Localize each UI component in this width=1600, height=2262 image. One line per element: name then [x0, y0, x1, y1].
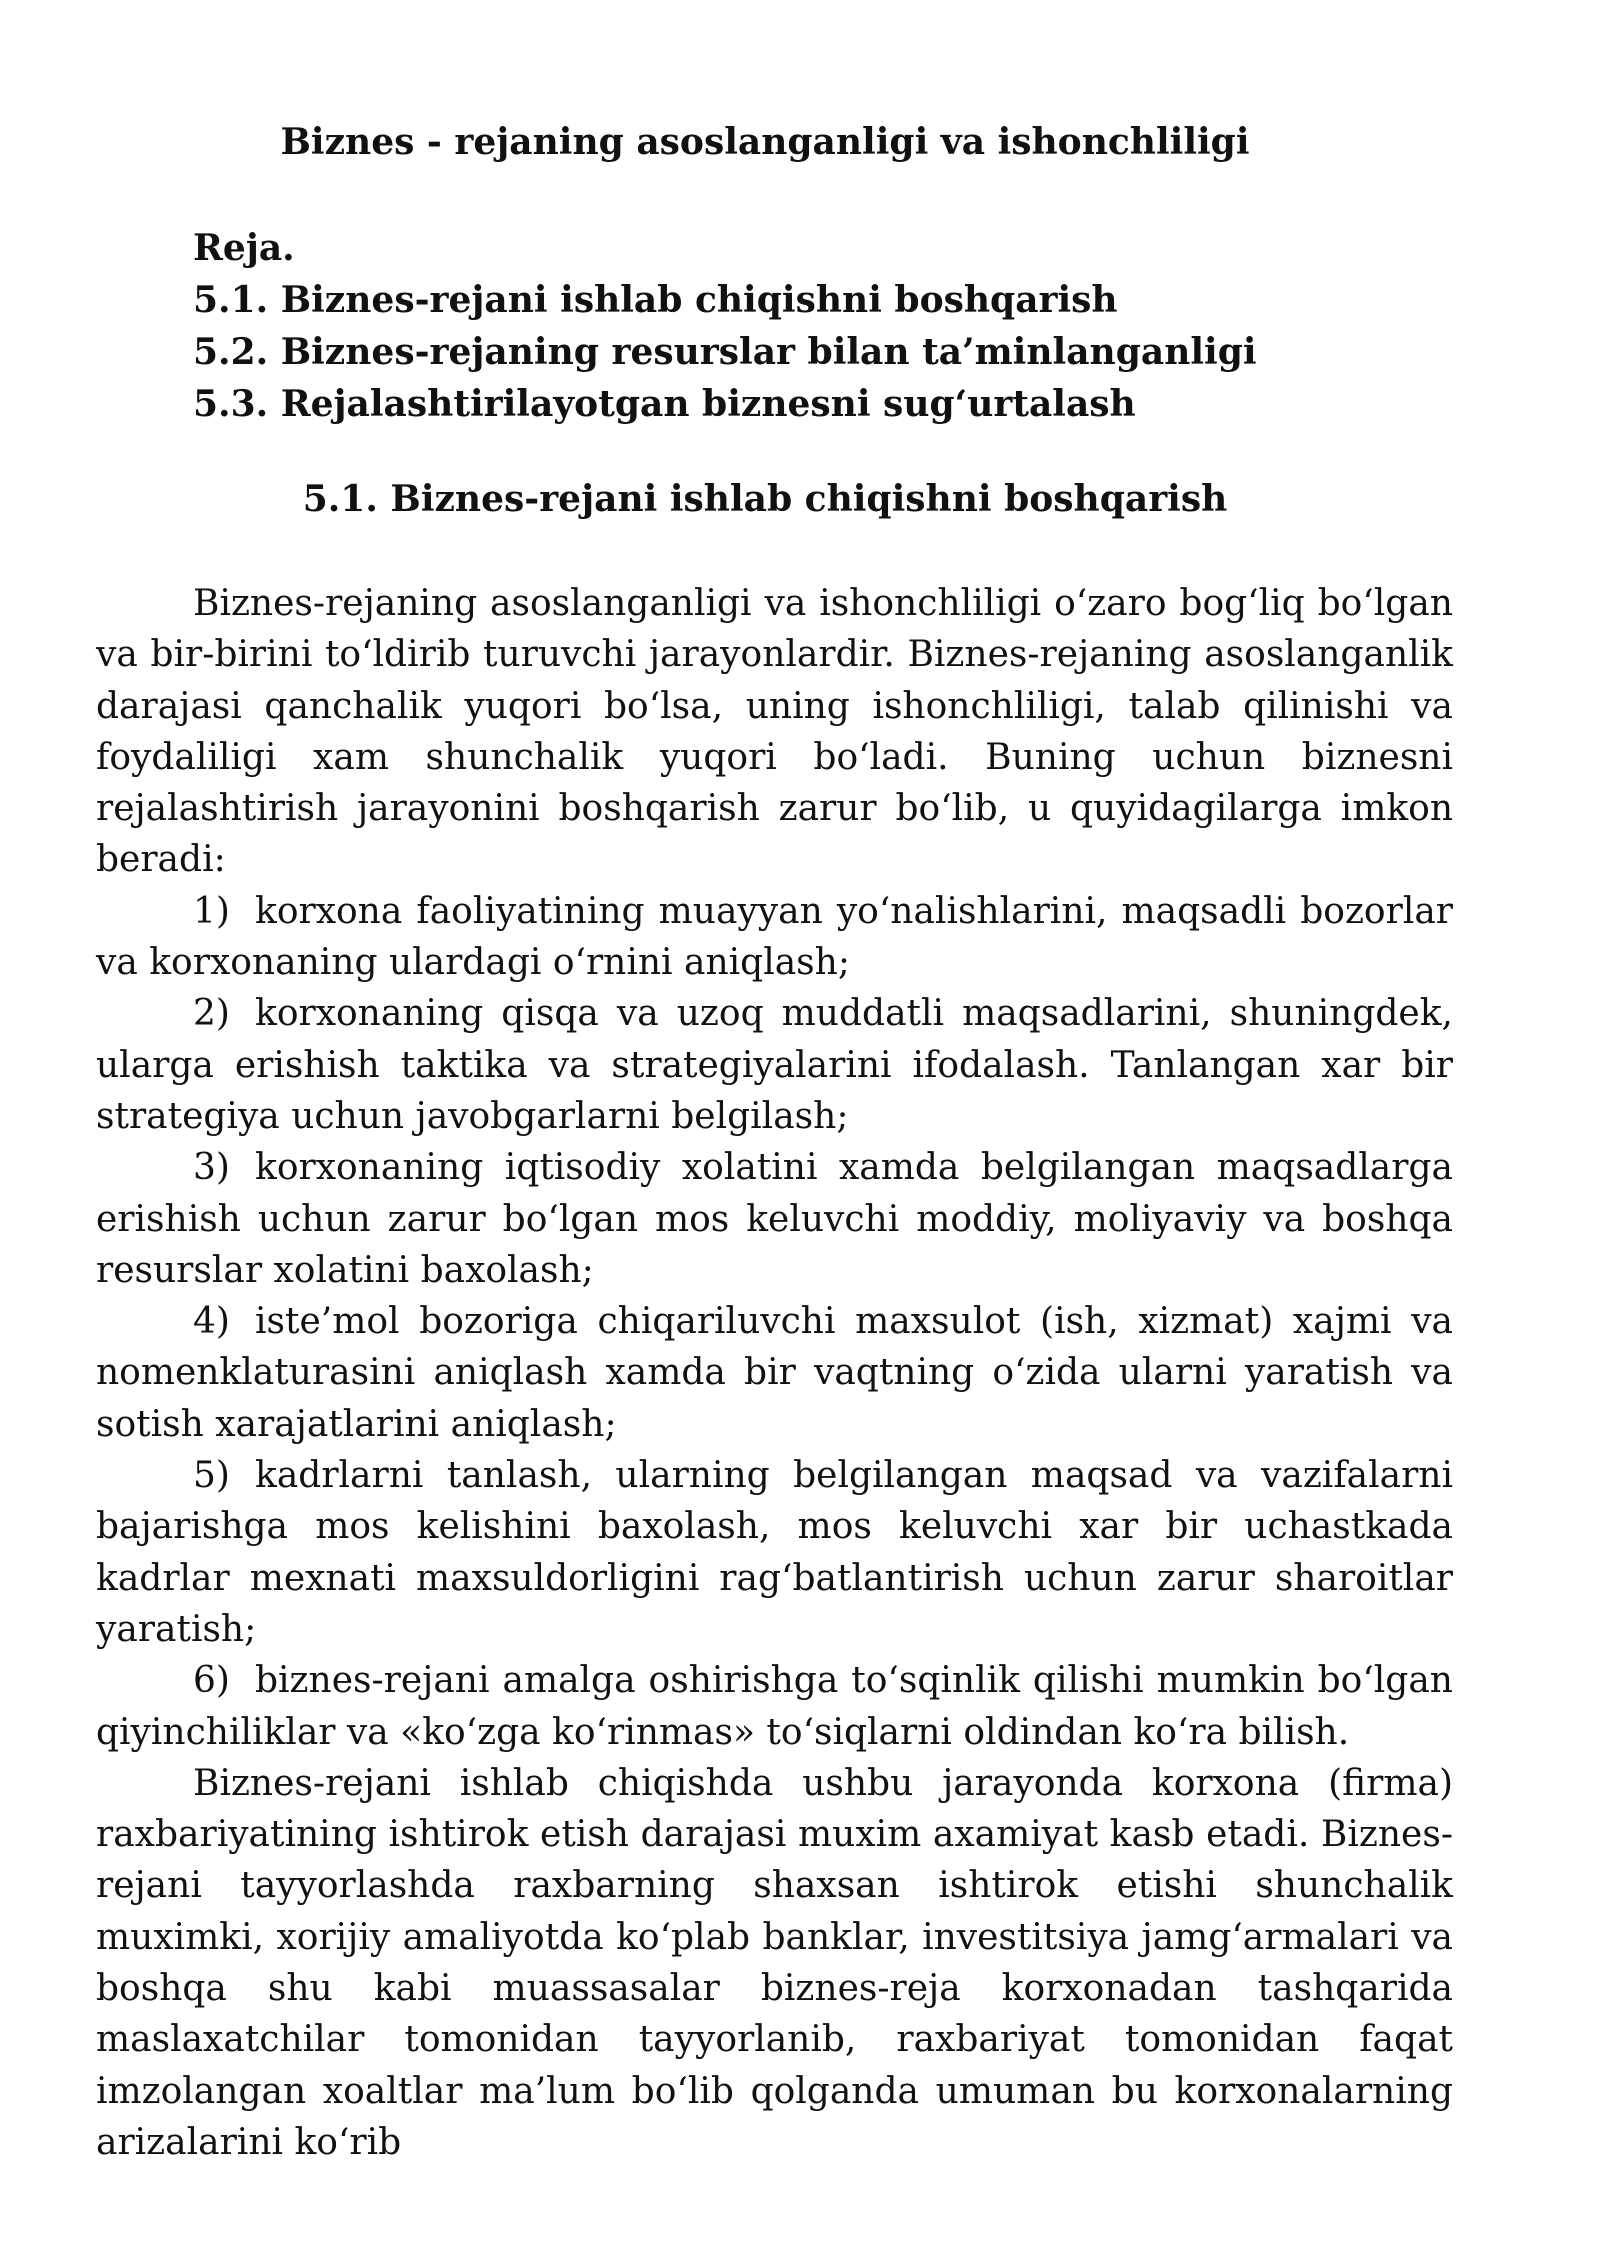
closing-paragraph: Biznes-rejani ishlab chiqishda ushbu jarayonda korxona (firma) raxbariyatining ishtirok etish darajasi muxim axamiyat kasb etadi. Biznes-rejani tayyorlashda raxbarning shaxsan ishtirok etishi shunchalik muximki, xorijiy amaliyotda ko‘plab banklar, investitsiya jamg‘armalari va boshqa shu kabi muassasalar biznes-reja korxonadan tashqarida maslaxatchilar tomonidan tayyorlanib, raxbariyat tomonidan faqat imzolangan xoaltlar ma’lum bo‘lib qolganda umuman bu korxonalarning arizalarini ko‘rib	[96, 1762, 1453, 2163]
list-item	[96, 1450, 1453, 1655]
plan-block	[193, 222, 1493, 430]
list-item-number: 6)	[193, 1660, 230, 1702]
list-item-text: korxona faoliyatining muayyan yo‘nalishlarini, maqsadli bozorlar va korxonaning ulardagi o‘rnini aniqlash;	[96, 890, 1453, 984]
plan-item: 5.3. Rejalashtirilayotgan biznesni sug‘urtalash	[193, 383, 1136, 425]
list-item	[96, 1142, 1453, 1296]
list-item	[96, 886, 1453, 989]
list-item	[96, 1296, 1453, 1450]
list-item-number: 1)	[193, 890, 230, 932]
list-item-text: kadrlarni tanlash, ularning belgilangan maqsad va vazifalarni bajarishga mos kelishini baxolash, mos keluvchi xar bir uchastkada kadrlar mexnati maxsuldorligini rag‘batlantirish uchun zarur sharoitlar yaratish;	[96, 1455, 1453, 1650]
intro-paragraph: Biznes-rejaning asoslanganligi va ishonchliligi o‘zaro bog‘liq bo‘lgan va bir-birini to‘ldirib turuvchi jarayonlardir. Biznes-rejaning asoslanganlik darajasi qanchalik yuqori bo‘lsa, uning ishonchliligi, talab qilinishi va foydaliligi xam shunchalik yuqori bo‘ladi. Buning uchun biznesni rejalashtirish jarayonini boshqarish zarur bo‘lib, u quyidagilarga imkon beradi:	[96, 583, 1453, 881]
list-item-text: biznes-rejani amalga oshirishga to‘sqinlik qilishi mumkin bo‘lgan qiyinchiliklar va «ko‘zga ko‘rinmas» to‘siqlarni oldindan ko‘ra bilish.	[96, 1660, 1453, 1753]
document-title: Biznes - rejaning asoslanganligi va ishonchliligi	[280, 121, 1250, 163]
list-item-number: 3)	[193, 1147, 230, 1189]
list-item-text: korxonaning qisqa va uzoq muddatli maqsadlarini, shuningdek, ularga erishish taktika va strategiyalarini ifodalash. Tanlangan xar bir strategiya uchun javobgarlarni belgilash;	[96, 993, 1453, 1137]
plan-item: 5.2. Biznes-rejaning resurslar bilan ta’minlanganligi	[193, 331, 1257, 373]
list-item-number: 4)	[193, 1301, 230, 1343]
plan-label: Reja.	[193, 227, 295, 269]
list-item-text: iste’mol bozoriga chiqariluvchi maxsulot (ish, xizmat) xajmi va nomenklaturasini aniqlash xamda bir vaqtning o‘zida ularni yaratish va sotish xarajatlarini aniqlash;	[96, 1301, 1453, 1445]
body-text	[96, 578, 1453, 2168]
section-heading: 5.1. Biznes-rejani ishlab chiqishni boshqarish	[302, 478, 1228, 520]
list-item-text: korxonaning iqtisodiy xolatini xamda belgilangan maqsadlarga erishish uchun zarur bo‘lgan mos keluvchi moddiy, moliyaviy va boshqa resurslar xolatini baxolash;	[96, 1147, 1453, 1291]
list-item	[96, 988, 1453, 1142]
plan-item: 5.1. Biznes-rejani ishlab chiqishni boshqarish	[193, 279, 1118, 321]
list-item	[96, 1655, 1453, 1758]
list-item-number: 5)	[193, 1455, 230, 1497]
list-item-number: 2)	[193, 993, 230, 1035]
